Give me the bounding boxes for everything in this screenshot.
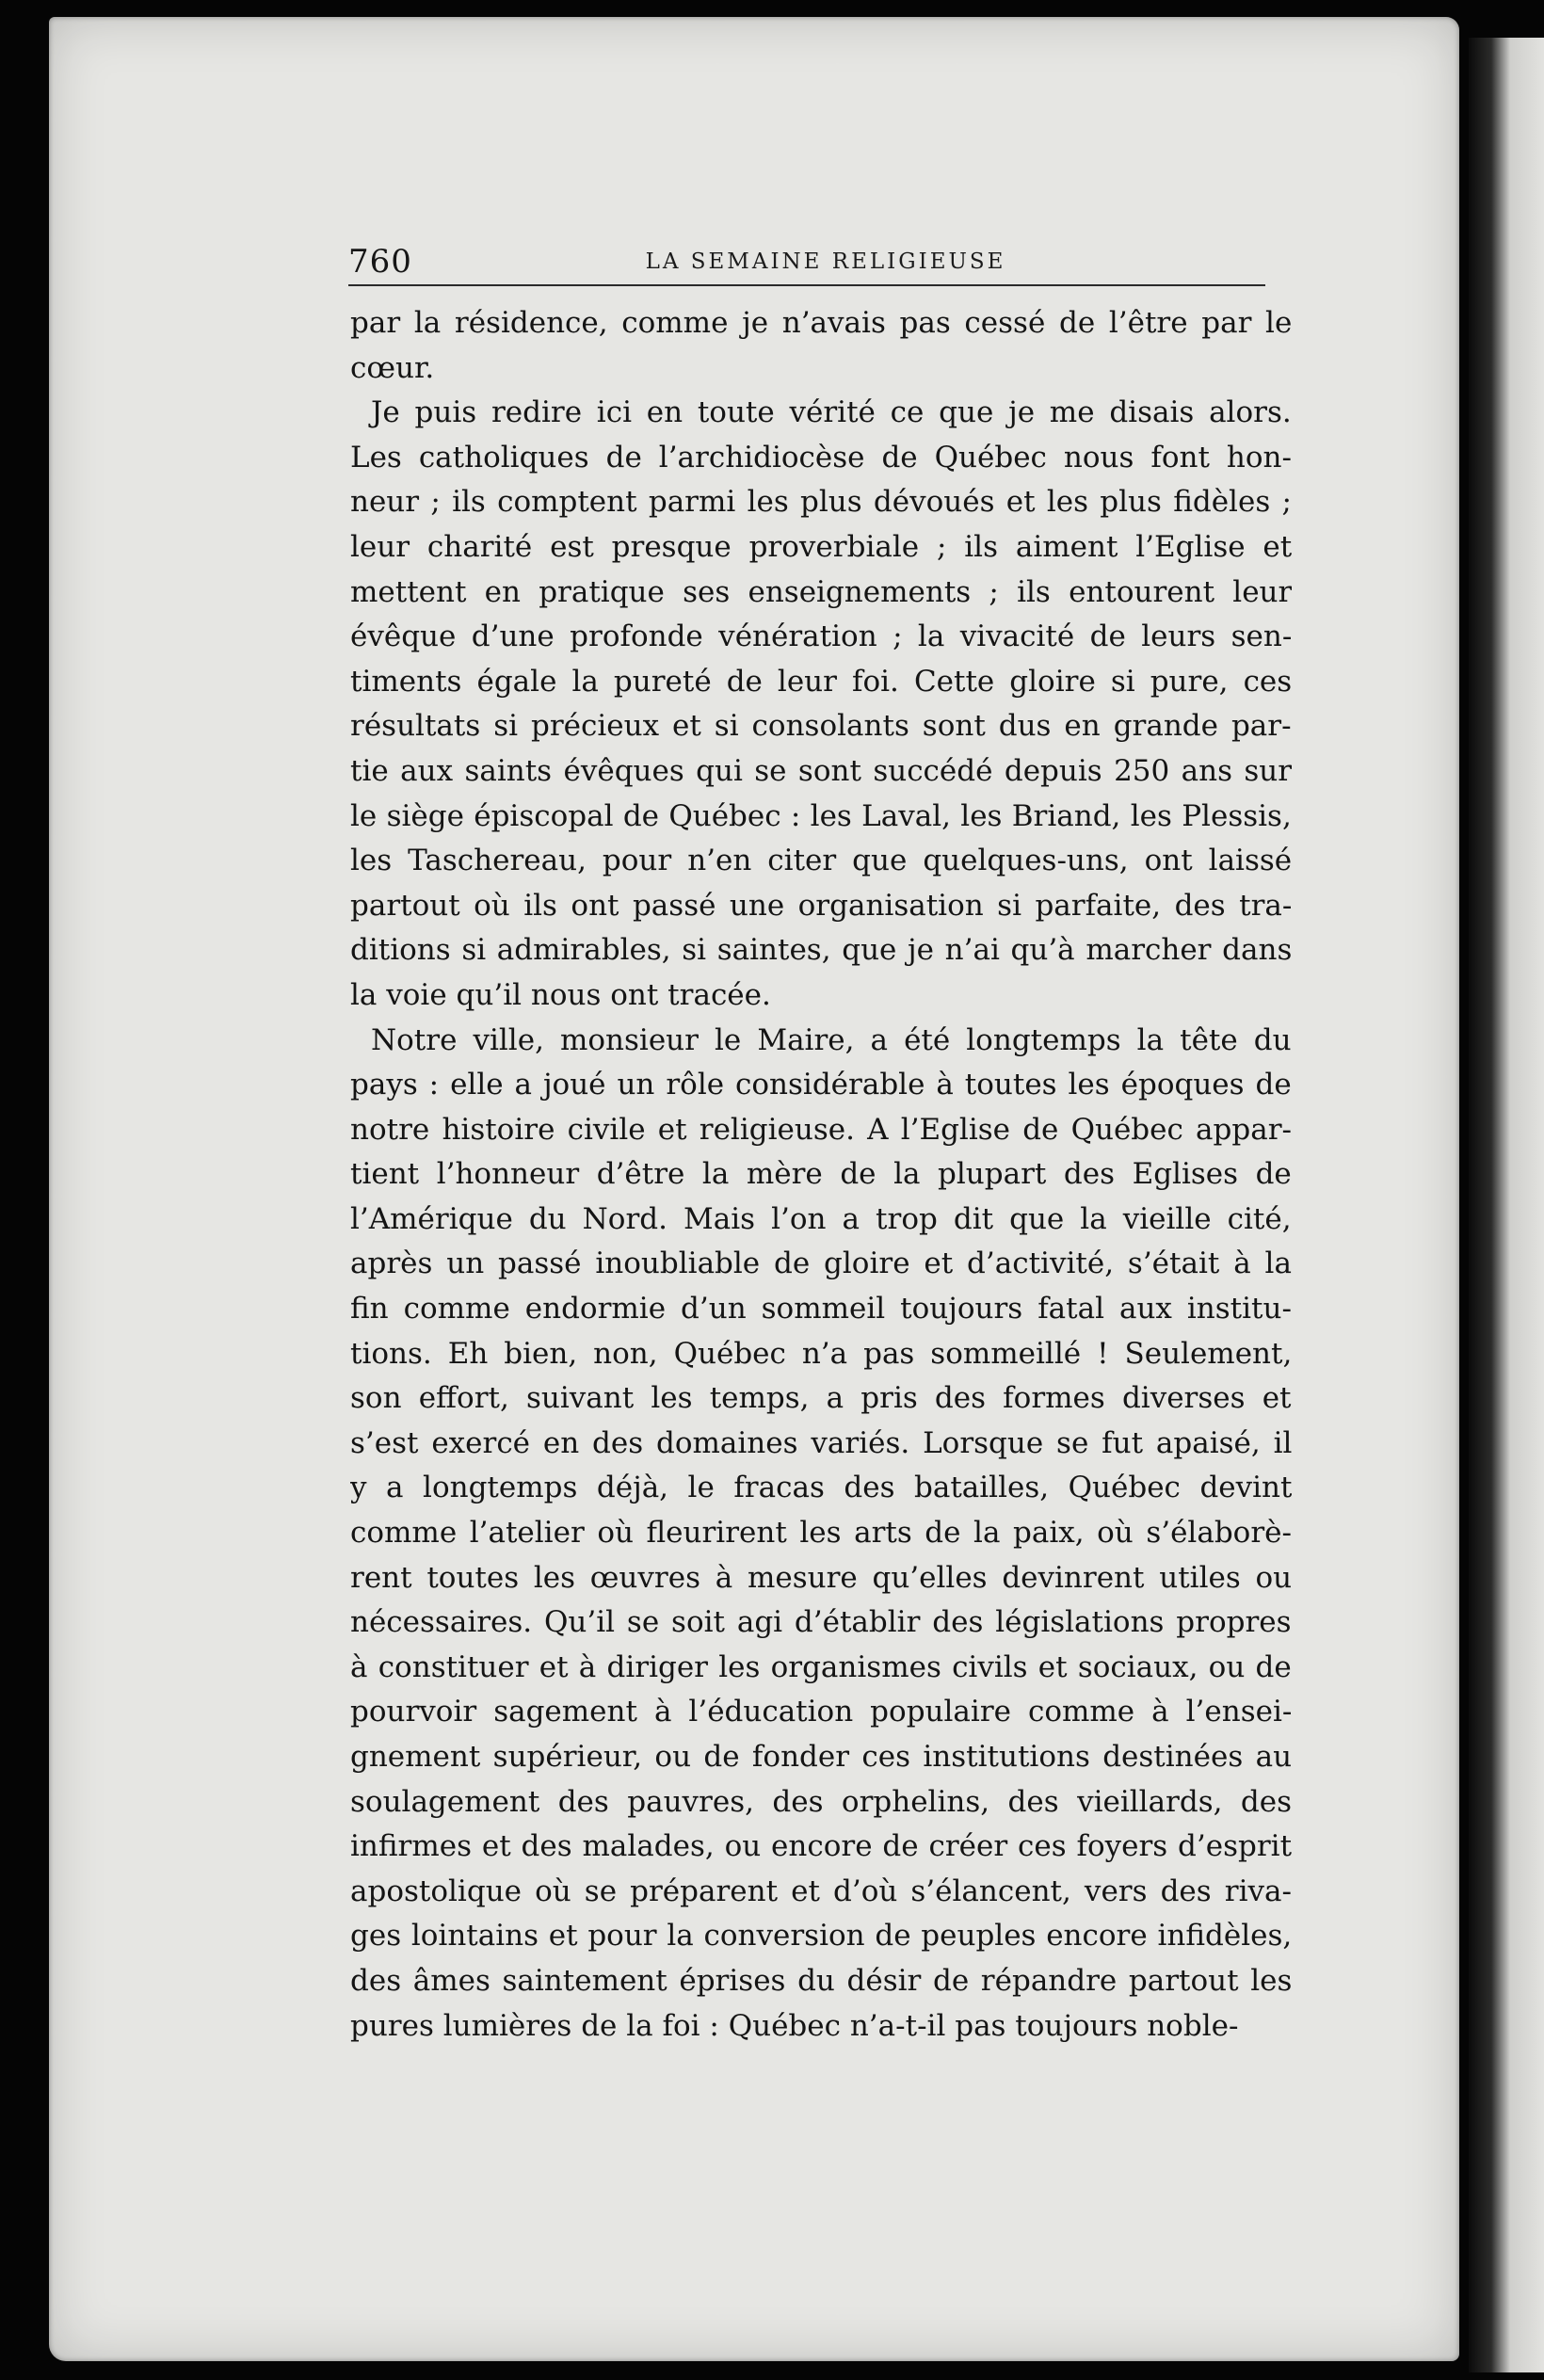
text-line: partout où ils ont passé une organisation si parfaite, des tra- [350, 888, 1292, 923]
text-line: pures lumières de la foi : Québec n’a-t-il pas toujours noble- [350, 2008, 1239, 2043]
text-line: tie aux saints évêques qui se sont succédé depuis 250 ans sur [350, 753, 1292, 788]
text-line: ges lointains et pour la conversion de peuples encore infidèles, [350, 1919, 1292, 1954]
text-line: y a longtemps déjà, le fracas des batailles, Québec devint [350, 1471, 1292, 1505]
paragraph [350, 391, 1292, 1018]
text-line: par la résidence, comme je n’avais pas cessé de l’être par le [350, 306, 1292, 340]
text-line: timents égale la pureté de leur foi. Cette gloire si pure, ces [350, 664, 1292, 699]
text-line: évêque d’une profonde vénération ; la vivacité de leurs sen- [350, 619, 1292, 654]
text-line: nécessaires. Qu’il se soit agi d’établir des législations propres [350, 1605, 1292, 1640]
text-line: gnement supérieur, ou de fonder ces institutions destinées au [350, 1740, 1292, 1774]
journal-title: LA SEMAINE RELIGIEUSE [645, 249, 1006, 274]
text-line: les Taschereau, pour n’en citer que quelques-uns, ont laissé [350, 844, 1292, 878]
text-line: soulagement des pauvres, des orphelins, des vieillards, des [350, 1784, 1292, 1819]
text-line: résultats si précieux et si consolants sont dus en grande par- [350, 709, 1292, 744]
text-line: Je puis redire ici en toute vérité ce que je me disais alors. [371, 395, 1292, 430]
text-line: pays : elle a joué un rôle considérable à toutes les époques de [350, 1068, 1292, 1102]
text-line: la voie qu’il nous ont tracée. [350, 977, 771, 1012]
text-line: tions. Eh bien, non, Québec n’a pas sommeillé ! Seulement, [350, 1336, 1292, 1371]
paragraph [350, 301, 1292, 391]
text-line: à constituer et à diriger les organismes civils et sociaux, ou de [350, 1649, 1292, 1684]
text-line: neur ; ils comptent parmi les plus dévoués et les plus fidèles ; [350, 485, 1292, 520]
text-line: des âmes saintement éprises du désir de répandre partout les [350, 1963, 1292, 1998]
paragraph [350, 1019, 1292, 2050]
text-line: comme l’atelier où fleurirent les arts de la paix, où s’élaborè- [350, 1516, 1292, 1551]
text-line: tient l’honneur d’être la mère de la plupart des Eglises de [350, 1157, 1292, 1192]
text-line: s’est exercé en des domaines variés. Lorsque se fut apaisé, il [350, 1425, 1292, 1460]
text-line: fin comme endormie d’un sommeil toujours fatal aux institu- [350, 1292, 1292, 1327]
page-number: 760 [348, 243, 412, 281]
text-line: leur charité est presque proverbiale ; ils aiment l’Eglise et [350, 529, 1292, 564]
text-line: l’Amérique du Nord. Mais l’on a trop dit que la vieille cité, [350, 1201, 1292, 1236]
text-line: mettent en pratique ses enseignements ; ils entourent leur [350, 574, 1292, 609]
text-line: ditions si admirables, si saintes, que je n’ai qu’à marcher dans [350, 933, 1292, 968]
text-line: pourvoir sagement à l’éducation populaire comme à l’ensei- [350, 1695, 1292, 1729]
text-line: le siège épiscopal de Québec : les Laval, les Briand, les Plessis, [350, 798, 1292, 833]
header-rule [348, 284, 1265, 286]
text-line: apostolique où se préparent et d’où s’élancent, vers des riva- [350, 1873, 1292, 1908]
text-line: Les catholiques de l’archidiocèse de Québec nous font hon- [350, 440, 1292, 474]
text-line: son effort, suivant les temps, a pris des formes diverses et [350, 1381, 1292, 1416]
text-line: cœur. [350, 350, 435, 385]
text-line: infirmes et des malades, ou encore de créer ces foyers d’esprit [350, 1829, 1292, 1864]
body-text [350, 301, 1292, 2049]
text-line: Notre ville, monsieur le Maire, a été longtemps la tête du [371, 1022, 1292, 1057]
text-line: notre histoire civile et religieuse. A l’Eglise de Québec appar- [350, 1112, 1292, 1147]
running-head [348, 241, 1265, 282]
text-line: après un passé inoubliable de gloire et d’activité, s’était à la [350, 1246, 1292, 1281]
text-line: rent toutes les œuvres à mesure qu’elles devinrent utiles ou [350, 1560, 1292, 1595]
facing-page-edge [1469, 38, 1544, 2372]
